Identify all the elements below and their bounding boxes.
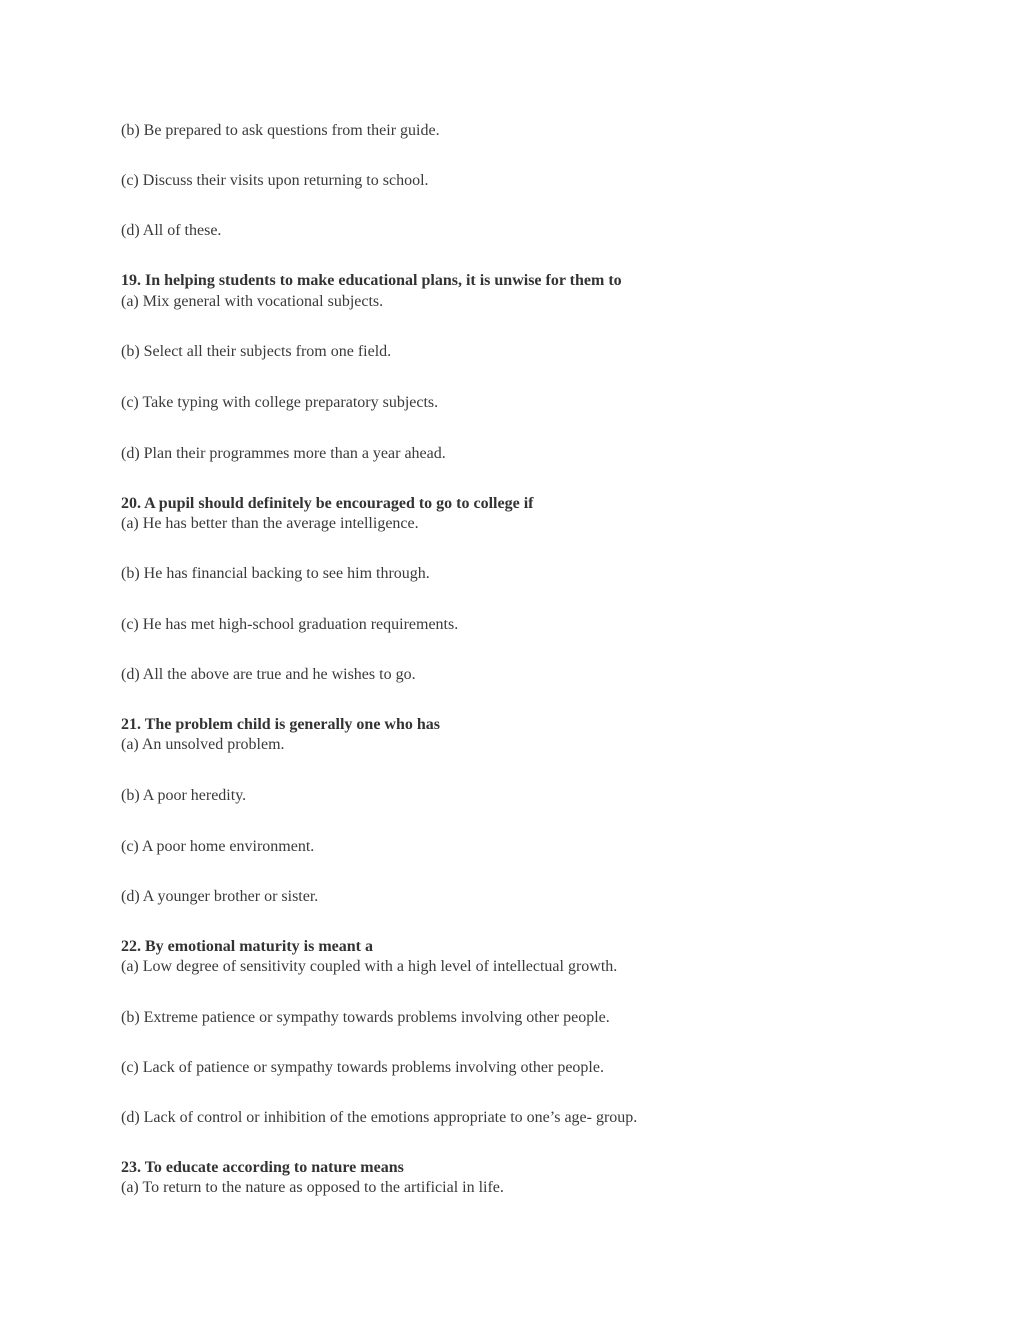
- option-line: (c) Discuss their visits upon returning to school.: [121, 172, 429, 189]
- option-line: (b) Select all their subjects from one field.: [121, 343, 392, 360]
- option-line: (b) A poor heredity.: [121, 787, 247, 804]
- option-line: (b) Extreme patience or sympathy towards problems involving other people.: [121, 1009, 610, 1026]
- question-heading: 19. In helping students to make educational plans, it is unwise for them to: [121, 272, 622, 289]
- option-line: (d) A younger brother or sister.: [121, 888, 319, 905]
- option-line: (c) He has met high-school graduation requirements.: [121, 616, 459, 633]
- option-line: (a) To return to the nature as opposed to the artificial in life.: [121, 1179, 504, 1196]
- option-line: (a) An unsolved problem.: [121, 736, 285, 753]
- option-line: (d) Plan their programmes more than a year ahead.: [121, 445, 446, 462]
- question-heading: 21. The problem child is generally one who has: [121, 716, 440, 733]
- option-line: (d) Lack of control or inhibition of the emotions appropriate to one’s age- group.: [121, 1109, 638, 1126]
- option-line: (b) He has financial backing to see him through.: [121, 565, 430, 582]
- question-heading: 23. To educate according to nature means: [121, 1159, 404, 1176]
- option-line: (d) All the above are true and he wishes to go.: [121, 666, 416, 683]
- option-line: (c) A poor home environment.: [121, 838, 315, 855]
- option-line: (d) All of these.: [121, 222, 222, 239]
- question-heading: 22. By emotional maturity is meant a: [121, 938, 373, 955]
- option-line: (c) Lack of patience or sympathy towards problems involving other people.: [121, 1059, 604, 1076]
- option-line: (a) He has better than the average intelligence.: [121, 515, 419, 532]
- option-line: (b) Be prepared to ask questions from their guide.: [121, 122, 440, 139]
- option-line: (c) Take typing with college preparatory subjects.: [121, 394, 439, 411]
- question-heading: 20. A pupil should definitely be encouraged to go to college if: [121, 495, 534, 512]
- option-line: (a) Mix general with vocational subjects.: [121, 293, 384, 310]
- option-line: (a) Low degree of sensitivity coupled with a high level of intellectual growth.: [121, 958, 618, 975]
